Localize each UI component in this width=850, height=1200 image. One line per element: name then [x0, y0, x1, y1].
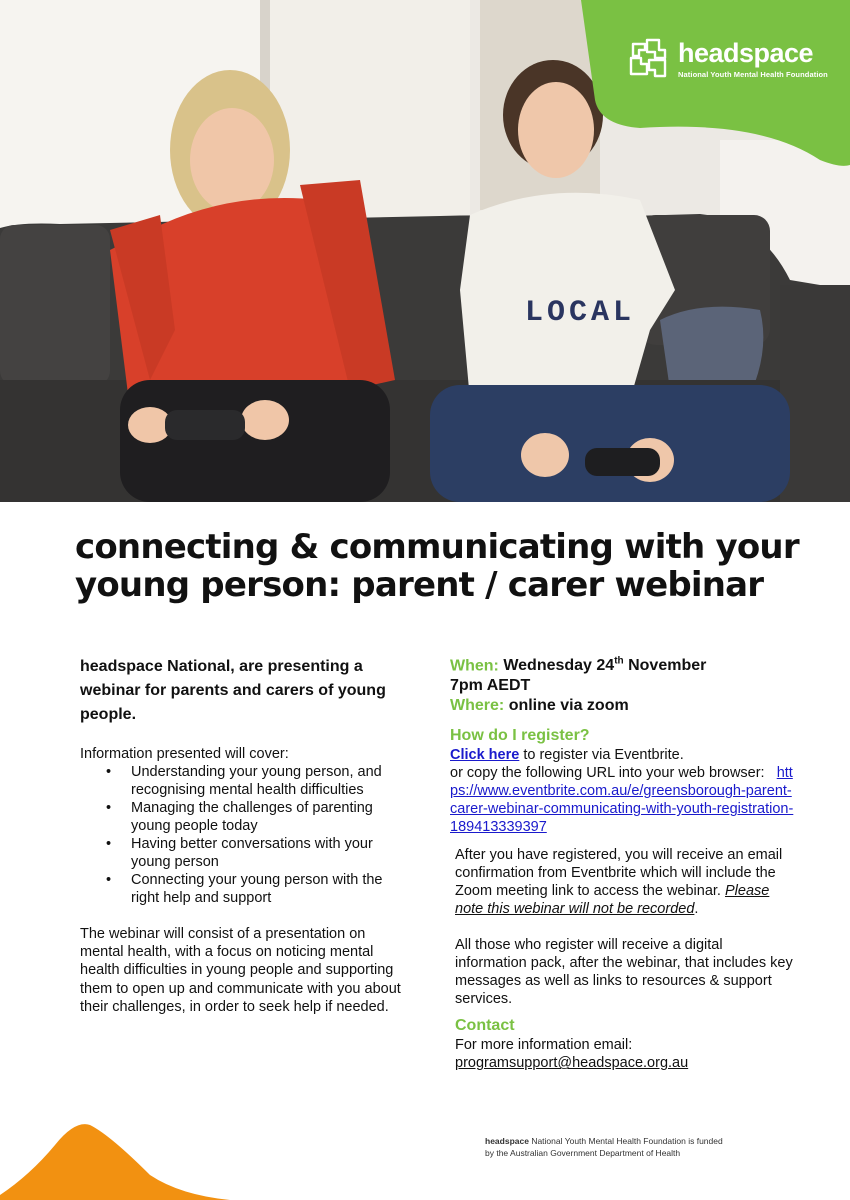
register-text	[450, 746, 795, 836]
contact-section	[450, 1016, 795, 1072]
click-suffix: to register via Eventbrite.	[519, 747, 684, 764]
where-label: Where:	[450, 697, 505, 715]
register-section	[450, 726, 795, 836]
list-item-text: Understanding your young person, and recognising mental health difficulties	[131, 764, 382, 798]
list-item-text: Connecting your young person with the right help and support	[131, 872, 383, 906]
where-value: online via zoom	[508, 697, 629, 715]
when-line	[450, 652, 795, 676]
funding-line-1: National Youth Mental Health Foundation is funded	[528, 1136, 723, 1146]
list-item-text: Having better conversations with your young person	[131, 836, 373, 870]
contact-text: For more information email:	[455, 1037, 633, 1054]
eventbrite-url-link[interactable]: https://www.eventbrite.com.au/e/greensborough-parent-carer-webinar-communicating-with-youth-registration-189413339397	[450, 765, 794, 836]
list-item	[80, 871, 410, 907]
info-lead: Information presented will cover:	[80, 746, 289, 762]
headspace-logo-icon	[627, 38, 671, 80]
where-line	[450, 696, 795, 716]
when-label: When:	[450, 657, 499, 675]
svg-text:LOCAL: LOCAL	[525, 296, 636, 330]
left-column	[80, 655, 410, 1016]
contact-email-link[interactable]: programsupport@headspace.org.au	[455, 1055, 689, 1072]
contact-heading: Contact	[455, 1017, 515, 1035]
recording-note: Please note this webinar will not be recorded	[455, 883, 770, 918]
intro-text: headspace National, are presenting a webinar for parents and carers of young people.	[80, 658, 386, 723]
register-heading: How do I register?	[450, 727, 590, 745]
after-text: After you have registered, you will receive an email confirmation from Eventbrite which will include the Zoom meeting link to access the webinar.	[455, 847, 783, 900]
list-item	[80, 763, 410, 799]
copy-instructions: or copy the following URL into your web browser:	[450, 765, 765, 782]
click-here-link[interactable]: Click here	[450, 747, 520, 764]
title-line-2: young person: parent / carer webinar	[75, 565, 764, 605]
brand-name: headspace	[678, 38, 814, 68]
when-value	[503, 657, 706, 674]
bullet-icon: •	[106, 764, 112, 780]
topic-list	[80, 763, 410, 907]
orange-decoration	[0, 1115, 230, 1200]
list-item	[80, 835, 410, 871]
right-column	[450, 652, 795, 1072]
when-date-suffix: th	[614, 656, 624, 667]
when-month: November	[623, 657, 707, 675]
event-time: 7pm AEDT	[450, 677, 531, 695]
bullet-icon: •	[106, 872, 112, 888]
bullet-icon: •	[106, 800, 112, 816]
when-date: Wednesday 24	[503, 657, 615, 675]
list-item-text: Managing the challenges of parenting young people today	[131, 800, 373, 834]
information-pack-text: All those who register will receive a digital information pack, after the webinar, that includes key messages as well as links to resources & support services.	[455, 937, 793, 1008]
brand-tagline: National Youth Mental Health Foundation	[678, 70, 828, 79]
webinar-description: The webinar will consist of a presentation on mental health, with a focus on noticing mental health difficulties in young people and supporting them to open up and communicate with you about their challenges, in order to seek help if needed.	[80, 926, 401, 1015]
after-registration-text	[450, 846, 795, 918]
page-title	[75, 528, 815, 604]
after-text-end: .	[694, 901, 699, 918]
title-line-1: connecting & communicating with your	[75, 527, 799, 567]
funding-brand: headspace	[485, 1136, 529, 1146]
bullet-icon: •	[106, 836, 112, 852]
funding-statement	[485, 1135, 723, 1159]
list-item	[80, 799, 410, 835]
funding-line-2: by the Australian Government Department of Health	[485, 1148, 681, 1158]
brand-wordmark	[678, 40, 828, 79]
